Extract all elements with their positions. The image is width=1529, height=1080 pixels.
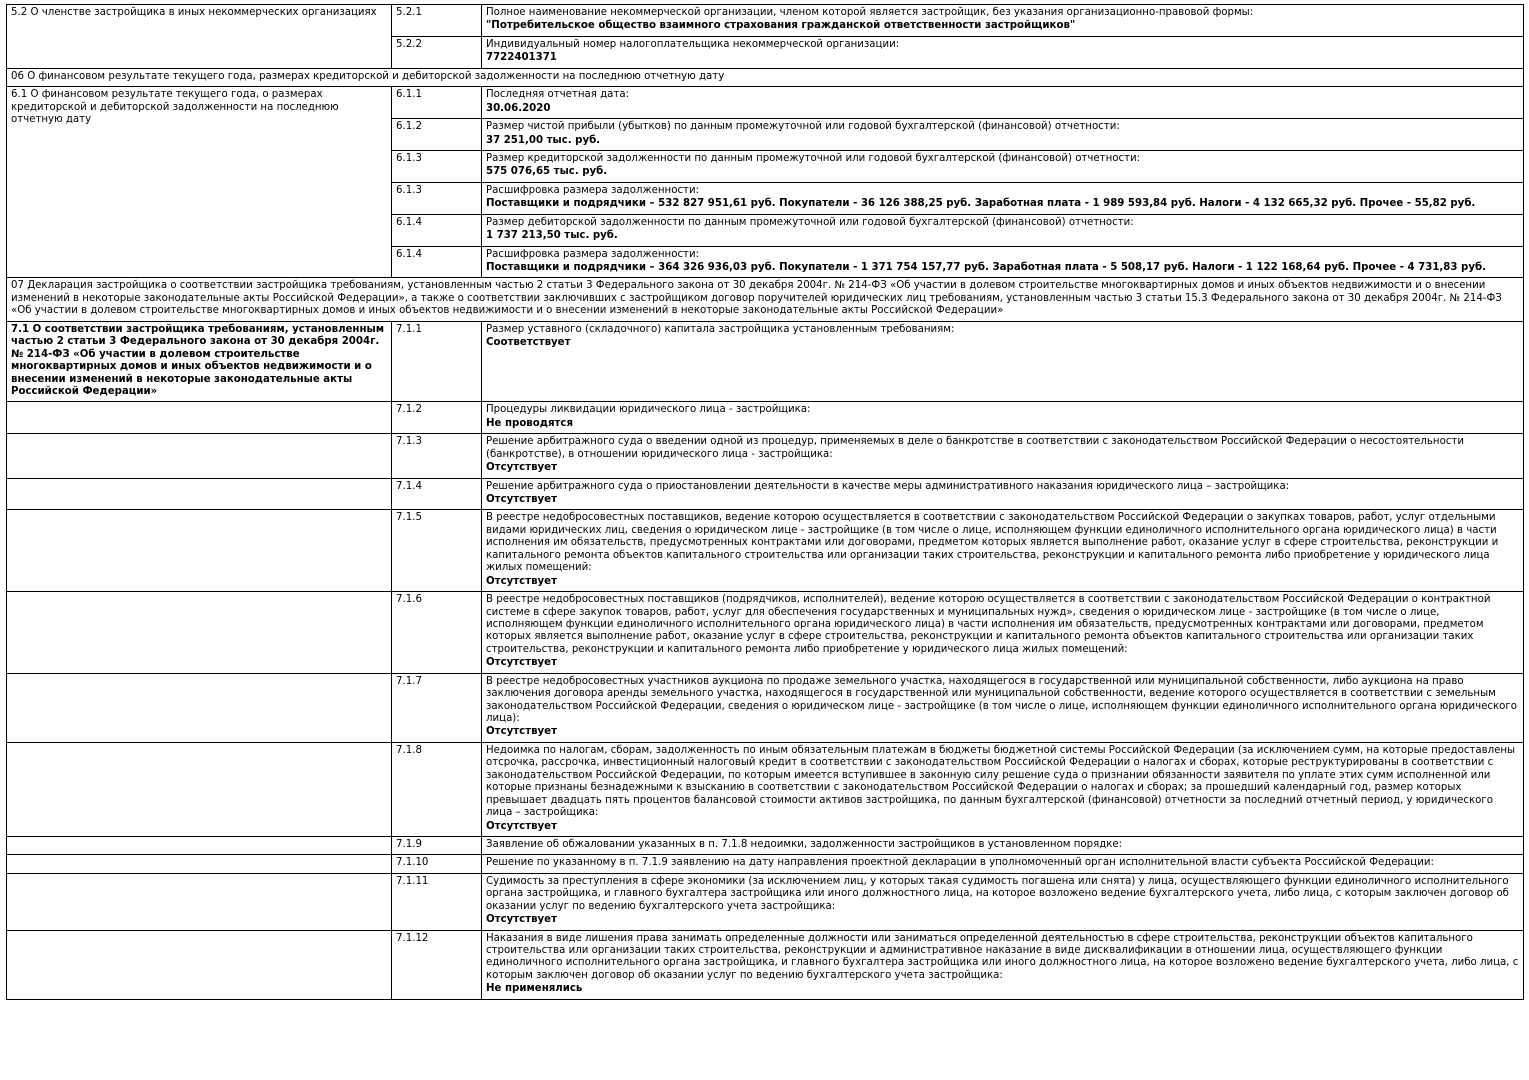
row-answer: Отсутствует <box>486 462 557 474</box>
table-row <box>7 434 1524 478</box>
row-name-cell <box>7 592 392 674</box>
row-answer: Не применялись <box>486 983 583 995</box>
row-code: 7.1.2 <box>392 402 482 434</box>
row-answer: Поставщики и подрядчики – 364 326 936,03 руб. Покупатели - 1 371 754 157,77 руб. Заработная плата - 5 508,17 руб. Налоги - 1 122 168,64 руб. Прочее - 4 731,83 руб. <box>486 262 1486 273</box>
row-name: 5.2 О членстве застройщика в иных некоммерческих организациях <box>11 7 377 18</box>
row-label: Расшифровка размера задолженности: <box>486 248 700 260</box>
row-answer: 30.06.2020 <box>486 102 551 114</box>
row-value-cell <box>482 855 1524 873</box>
table-row <box>7 592 1524 674</box>
row-label: Размер кредиторской задолженности по данным промежуточной или годовой бухгалтерской (финансовой) отчетности: <box>486 152 1141 164</box>
row-answer: Отсутствует <box>486 726 557 738</box>
row-answer: "Потребительское общество взаимного страхования гражданской ответственности застройщиков" <box>486 20 1076 32</box>
row-value-cell <box>482 434 1524 478</box>
row-name-cell <box>7 873 392 930</box>
row-label: В реестре недобросовестных участников аукциона по продаже земельного участка, находящегося в государственной или муниципальной собственности, либо аукциона на право заключения договора аренды земельного участка, находящегося в государственной или муниципальной собственности, ведение которого осуществляется в соответствии с земельным законодательством Российской Федерации, сведения о юридическом лице - застройщике (в том числе о лице, исполняющем функции единоличного исполнительного органа юридического лица): <box>486 675 1517 724</box>
row-label: Решение арбитражного суда о приостановлении деятельности в качестве меры административного наказания юридического лица – застройщика: <box>486 480 1290 492</box>
row-name-cell <box>7 510 392 592</box>
row-answer: Не проводятся <box>486 417 574 429</box>
row-value-cell <box>482 5 1524 37</box>
row-code: 7.1.8 <box>392 742 482 836</box>
row-code: 7.1.4 <box>392 478 482 510</box>
row-answer: 7722401371 <box>486 52 557 64</box>
row-name-cell <box>7 87 392 278</box>
row-code: 5.2.2 <box>392 36 482 68</box>
table-row <box>7 87 1524 119</box>
row-value-cell <box>482 321 1524 402</box>
row-value-cell <box>482 150 1524 182</box>
row-label: Судимость за преступления в сфере экономики (за исключением лиц, у которых такая судимость погашена или снята) у лица, осуществляющего функции единоличного исполнительного органа застройщика, и главного бухгалтера застройщика или иного должностного лица, на которое возложено ведение бухгалтерского учета, либо лица, с которым заключен договор об оказании услуг по ведению бухгалтерского учета застройщика: <box>486 875 1509 912</box>
row-code: 6.1.4 <box>392 214 482 246</box>
row-answer: Отсутствует <box>486 575 557 587</box>
row-code: 7.1.7 <box>392 673 482 742</box>
row-code: 7.1.3 <box>392 434 482 478</box>
row-label: В реестре недобросовестных поставщиков, ведение которою осуществляется в соответствии с законодательством Российской Федерации о закупках товаров, работ, услуг отдельными видами юридических лиц, сведения о юридическом лице - застройщике (в том числе о лице, исполняющем функции единоличного исполнительного органа юридического лица) в части исполнения им обязательств, предусмотренных контрактами или договорами, предметом которых является выполнение работ, оказание услуг в сфере строительства, реконструкции и капитального ремонта объектов капитального строительства или организации таких строительства, реконструкции и капитального ремонта либо приобретение у юридического лица жилых помещений: <box>486 512 1499 574</box>
section-header-row <box>7 278 1524 321</box>
row-name-cell <box>7 478 392 510</box>
row-value-cell <box>482 873 1524 930</box>
row-value-cell <box>482 930 1524 999</box>
row-label: Процедуры ликвидации юридического лица - застройщика: <box>486 404 811 416</box>
row-name: 7.1 О соответствии застройщика требованиям, установленным частью 2 статьи 3 Федерального закона от 30 декабря 2004г. № 214-ФЗ «Об участии в долевом строительстве многоквартирных домов и иных объектов недвижимости и о внесении изменений в некоторые законодательные акты Российской Федерации» <box>11 323 385 397</box>
row-label: Решение по указанному в п. 7.1.9 заявлению на дату направления проектной декларации в уполномоченный орган исполнительной власти субъекта Российской Федерации: <box>486 857 1434 869</box>
row-value-cell <box>482 87 1524 119</box>
row-value-cell <box>482 246 1524 278</box>
table-row <box>7 321 1524 402</box>
row-answer: Отсутствует <box>486 494 557 505</box>
row-code: 6.1.4 <box>392 246 482 278</box>
table-row <box>7 742 1524 836</box>
row-label: Наказания в виде лишения права занимать определенные должности или заниматься определенной деятельностью в сфере строительства, реконструкции объектов капитального строительства или организации таких строительства, реконструкции и административное наказание в виде дисквалификации в отношении лица, осуществляющего функции единоличного исполнительного органа застройщика, и главного бухгалтера застройщика или иного должностного лица, на которое возложено ведение бухгалтерского учета, либо лица, с которым заключен договор об оказании услуг по ведению бухгалтерского учета застройщика: <box>486 932 1519 981</box>
table-row <box>7 510 1524 592</box>
row-label: Недоимка по налогам, сборам, задолженность по иным обязательным платежам в бюджеты бюджетной системы Российской Федерации (за исключением сумм, на которые предоставлены отсрочка, рассрочка, инвестиционный налоговый кредит в соответствии с законодательством Российской Федерации о налогах и сборах, которые реструктурированы в соответствии с законодательством Российской Федерации, по которым имеется вступившее в законную силу решение суда о признании обязанности заявителя по уплате этих сумм исполненной или которые признаны безнадежными к взысканию в соответствии с законодательством Российской Федерации о налогах и сборах; за прошедший календарный год, размер которых превышает двадцать пять процентов балансовой стоимости активов застройщика, по данным бухгалтерской (финансовой) отчетности за последний отчетный период, у юридического лица – застройщика: <box>486 744 1516 819</box>
row-code: 7.1.12 <box>392 930 482 999</box>
row-value-cell <box>482 510 1524 592</box>
row-value-cell <box>482 836 1524 854</box>
row-code: 6.1.2 <box>392 119 482 151</box>
row-answer: 575 076,65 тыс. руб. <box>486 166 608 178</box>
table-row <box>7 5 1524 37</box>
section-06-header: 06 О финансовом результате текущего года, размерах кредиторской и дебиторской задолженности на последнюю отчетную дату <box>7 68 1524 86</box>
table-row <box>7 836 1524 854</box>
table-row <box>7 402 1524 434</box>
row-value-cell <box>482 36 1524 68</box>
row-answer: 37 251,00 тыс. руб. <box>486 134 601 146</box>
row-name-cell <box>7 742 392 836</box>
row-label: Заявление об обжаловании указанных в п. 7.1.8 недоимки, задолженности застройщиков в установленном порядке: <box>486 838 1123 850</box>
row-code: 7.1.11 <box>392 873 482 930</box>
row-code: 7.1.1 <box>392 321 482 402</box>
row-label: Индивидуальный номер налогоплательщика некоммерческой организации: <box>486 38 900 50</box>
row-value-cell <box>482 478 1524 510</box>
row-name-cell <box>7 836 392 854</box>
section-07-header: 07 Декларация застройщика о соответствии застройщика требованиям, установленным частью 2 статьи 3 Федерального закона от 30 декабря 2004г. № 214-ФЗ «Об участии в долевом строительстве многоквартирных домов и иных объектов недвижимости и о внесении изменений в некоторые законодательные акты Российской Федерации», а также о соответствии заключивших с застройщиком договор поручителей юридических лиц требованиям, установленным частью 3 статьи 15.3 Федерального закона от 30 декабря 2004г. № 214-ФЗ «Об участии в долевом строительстве многоквартирных домов и иных объектов недвижимости и о внесении изменений в некоторые законодательные акты Российской Федерации» <box>7 278 1524 321</box>
table-row <box>7 478 1524 510</box>
row-label: В реестре недобросовестных поставщиков (подрядчиков, исполнителей), ведение которою осуществляется в соответствии с законодательством Российской Федерации о контрактной системе в сфере закупок товаров, работ, услуг для обеспечения государственных и муниципальных нужд», сведения о юридическом лице - застройщике (в том числе о лице, исполняющем функции единоличного исполнительного органа юридического лица) в части исполнения им обязательств, предусмотренных контрактами или договорами, предметом которых является выполнение работ, оказание услуг в сфере строительства, реконструкции и капитального ремонта объектов капитального строительства или организации таких строительства, реконструкции и капитального ремонта либо приобретение у юридического лица жилых помещений: <box>486 594 1491 655</box>
row-code: 7.1.5 <box>392 510 482 592</box>
row-answer: Поставщики и подрядчики – 532 827 951,61 руб. Покупатели - 36 126 388,25 руб. Заработная плата - 1 989 593,84 руб. Налоги - 4 132 665,32 руб. Прочее - 55,82 руб. <box>486 198 1476 210</box>
table-row <box>7 930 1524 999</box>
row-code: 7.1.6 <box>392 592 482 674</box>
table-row <box>7 855 1524 873</box>
row-value-cell <box>482 119 1524 151</box>
row-name-cell <box>7 434 392 478</box>
table-row <box>7 673 1524 742</box>
row-label: Расшифровка размера задолженности: <box>486 184 700 196</box>
row-name-cell <box>7 930 392 999</box>
row-code: 6.1.3 <box>392 182 482 214</box>
row-answer: Соответствует <box>486 337 571 349</box>
row-answer: 1 737 213,50 тыс. руб. <box>486 230 618 242</box>
row-value-cell <box>482 673 1524 742</box>
row-label: Полное наименование некоммерческой организации, членом которой является застройщик, без указания организационно-правовой формы: <box>486 7 1254 18</box>
row-label: Размер дебиторской задолженности по данным промежуточной или годовой бухгалтерской (финансовой) отчетности: <box>486 216 1134 228</box>
row-label: Решение арбитражного суда о введении одной из процедур, применяемых в деле о банкротстве в соответствии с законодательством Российской Федерации о несостоятельности (банкротстве), в отношении юридического лица - застройщика: <box>486 436 1464 460</box>
section-header-row <box>7 68 1524 86</box>
row-value-cell <box>482 182 1524 214</box>
row-label: Размер уставного (складочного) капитала застройщика установленным требованиям: <box>486 323 955 335</box>
row-code: 5.2.1 <box>392 5 482 37</box>
row-value-cell <box>482 402 1524 434</box>
row-name-cell <box>7 673 392 742</box>
declaration-table <box>6 4 1524 1000</box>
row-code: 7.1.10 <box>392 855 482 873</box>
table-row <box>7 873 1524 930</box>
row-value-cell <box>482 592 1524 674</box>
row-name-cell <box>7 402 392 434</box>
row-answer: Отсутствует <box>486 914 557 926</box>
row-name-cell <box>7 5 392 69</box>
row-name-cell <box>7 321 392 402</box>
row-name-cell <box>7 855 392 873</box>
row-value-cell <box>482 214 1524 246</box>
row-label: Последняя отчетная дата: <box>486 89 630 101</box>
row-code: 6.1.3 <box>392 150 482 182</box>
row-value-cell <box>482 742 1524 836</box>
row-name: 6.1 О финансовом результате текущего года, о размерах кредиторской и дебиторской задолженности на последнюю отчетную дату <box>11 89 339 126</box>
row-code: 7.1.9 <box>392 836 482 854</box>
row-answer: Отсутствует <box>486 657 557 669</box>
row-label: Размер чистой прибыли (убытков) по данным промежуточной или годовой бухгалтерской (финансовой) отчетности: <box>486 121 1120 133</box>
row-code: 6.1.1 <box>392 87 482 119</box>
row-answer: Отсутствует <box>486 820 557 832</box>
